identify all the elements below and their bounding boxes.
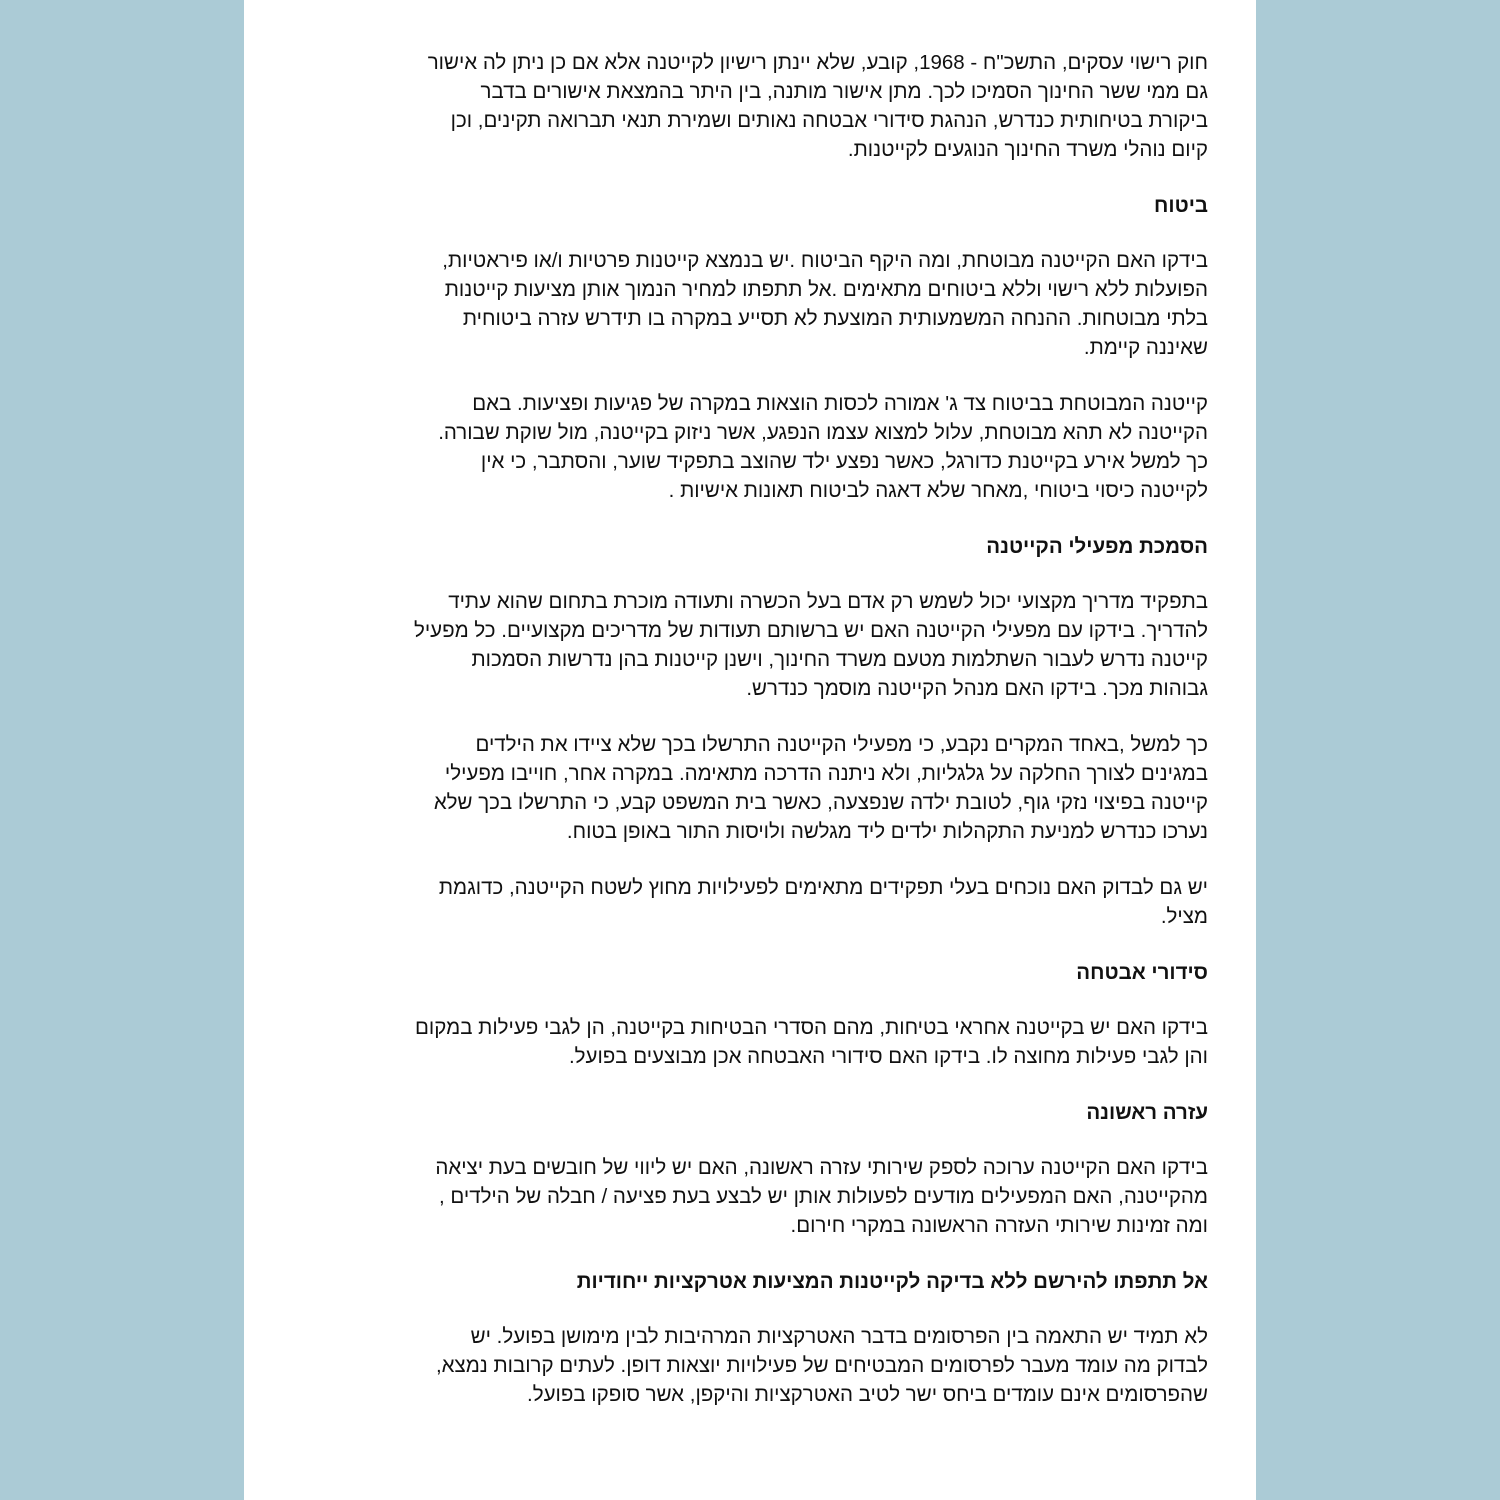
document-body xyxy=(306,48,1208,1436)
section-heading-operator-certification: הסמכת מפעילי הקייטנה xyxy=(986,535,1208,558)
section-heading-first-aid: עזרה ראשונה xyxy=(1086,1101,1208,1124)
certification-paragraph-2 xyxy=(306,730,1208,846)
text-line: קייטנה המבוטחת בביטוח צד ג' אמורה לכסות הוצאות במקרה של פגיעות ופציעות. באם xyxy=(472,392,1208,415)
text-line: ביקורת בטיחותית כנדרש, הנהגת סידורי אבטחה נאותים ושמירת תנאי תברואה תקינים, וכן xyxy=(450,109,1208,132)
text-line: שהפרסומים אינם עומדים ביחס ישר לטיב האטרקציות והיקפן, אשר סופקו בפועל. xyxy=(527,1383,1208,1406)
certification-paragraph-1 xyxy=(306,587,1208,703)
text-line: הפועלות ללא רישוי וללא ביטוחים מתאימים .אל תתפתו למחיר הנמוך אותן מציעות קייטנות xyxy=(444,278,1208,301)
certification-paragraph-3 xyxy=(306,873,1208,931)
text-line: יש גם לבדוק האם נוכחים בעלי תפקידים מתאימים לפעילויות מחוץ לשטח הקייטנה, כדוגמת xyxy=(438,876,1208,899)
insurance-paragraph-1 xyxy=(306,246,1208,362)
text-line: גם ממי ששר החינוך הסמיכו לכך. מתן אישור מותנה, בין היתר בהמצאת אישורים בדבר xyxy=(480,80,1208,103)
text-line: בתפקיד מדריך מקצועי יכול לשמש רק אדם בעל הכשרה ותעודה מוכרת בתחום שהוא עתיד xyxy=(448,590,1208,613)
text-line: בידקו האם יש בקייטנה אחראי בטיחות, מהם הסדרי הבטיחות בקייטנה, הן לגבי פעילות במקום xyxy=(415,1016,1208,1039)
intro-paragraph xyxy=(306,48,1208,164)
text-line: לבדוק מה עומד מעבר לפרסומים המבטיחים של פעילויות יוצאות דופן. לעתים קרובות נמצא, xyxy=(435,1354,1208,1377)
text-line: במגינים לצורך החלקה על גלגליות, ולא ניתנה הדרכה מתאימה. במקרה אחר, חוייבו מפעילי xyxy=(444,762,1208,785)
text-line: בידקו האם הקייטנה מבוטחת, ומה היקף הביטוח .יש בנמצא קייטנות פרטיות ו/או פיראטיות, xyxy=(442,249,1208,272)
section-heading-insurance: ביטוח xyxy=(1154,194,1208,217)
attractions-paragraph xyxy=(306,1322,1208,1409)
text-line: גבוהות מכך. בידקו האם מנהל הקייטנה מוסמך כנדרש. xyxy=(746,677,1208,700)
text-line: קיום נוהלי משרד החינוך הנוגעים לקייטנות. xyxy=(847,138,1208,161)
text-line: הקייטנה לא תהא מבוטחת, עלול למצוא עצמו הנפגע, אשר ניזוק בקייטנה, מול שוקת שבורה. xyxy=(438,421,1208,444)
text-line: לקייטנה כיסוי ביטוחי ,מאחר שלא דאגה לביטוח תאונות אישיות . xyxy=(668,479,1208,502)
text-line: קייטנה בפיצוי נזקי גוף, לטובת ילדה שנפצעה, כאשר בית המשפט קבע, כי התרשלו בכך שלא xyxy=(433,791,1208,814)
text-line: והן לגבי פעילות מחוצה לו. בידקו האם סידורי האבטחה אכן מבוצעים בפועל. xyxy=(568,1045,1208,1068)
security-paragraph xyxy=(306,1013,1208,1071)
text-line: כך למשל ,באחד המקרים נקבע, כי מפעילי הקייטנה התרשלו בכך שלא ציידו את הילדים xyxy=(475,733,1208,756)
text-line: נערכו כנדרש למניעת התקהלות ילדים ליד מגלשה ולויסות התור באופן בטוח. xyxy=(566,820,1208,843)
section-heading-security: סידורי אבטחה xyxy=(1076,961,1208,984)
section-heading-attractions: אל תתפתו להירשם ללא בדיקה לקייטנות המציעות אטרקציות ייחודיות xyxy=(576,1270,1208,1293)
text-line: כך למשל אירע בקייטנת כדורגל, כאשר נפצע ילד שהוצב בתפקיד שוער, והסתבר, כי אין xyxy=(480,450,1208,473)
text-line: בידקו האם הקייטנה ערוכה לספק שירותי עזרה ראשונה, האם יש ליווי של חובשים בעת יציאה xyxy=(435,1156,1208,1179)
text-line: ומה זמינות שירותי העזרה הראשונה במקרי חירום. xyxy=(790,1214,1208,1237)
text-line: להדריך. בידקו עם מפעילי הקייטנה האם יש ברשותם תעודות של מדריכים מקצועיים. כל מפעיל xyxy=(413,619,1208,642)
insurance-paragraph-2 xyxy=(306,389,1208,505)
text-line: קייטנה נדרש לעבור השתלמות מטעם משרד החינוך, וישנן קייטנות בהן נדרשות הסמכות xyxy=(471,648,1208,671)
text-line: בלתי מבוטחות. ההנחה המשמעותית המוצעת לא תסייע במקרה בו תידרש עזרה ביטוחית xyxy=(462,307,1208,330)
document-page xyxy=(244,0,1256,1500)
text-line: לא תמיד יש התאמה בין הפרסומים בדבר האטרקציות המרהיבות לבין מימושן בפועל. יש xyxy=(470,1325,1208,1348)
text-line: מציל. xyxy=(1160,905,1208,928)
text-line: מהקייטנה, האם המפעילים מודעים לפעולות אותן יש לבצע בעת פציעה / חבלה של הילדים , xyxy=(439,1185,1208,1208)
first-aid-paragraph xyxy=(306,1153,1208,1240)
text-line: חוק רישוי עסקים, התשכ"ח - 1968, קובע, שלא יינתן רישיון לקייטנה אלא אם כן ניתן לה אישור xyxy=(427,51,1208,74)
text-line: שאיננה קיימת. xyxy=(1083,336,1208,359)
